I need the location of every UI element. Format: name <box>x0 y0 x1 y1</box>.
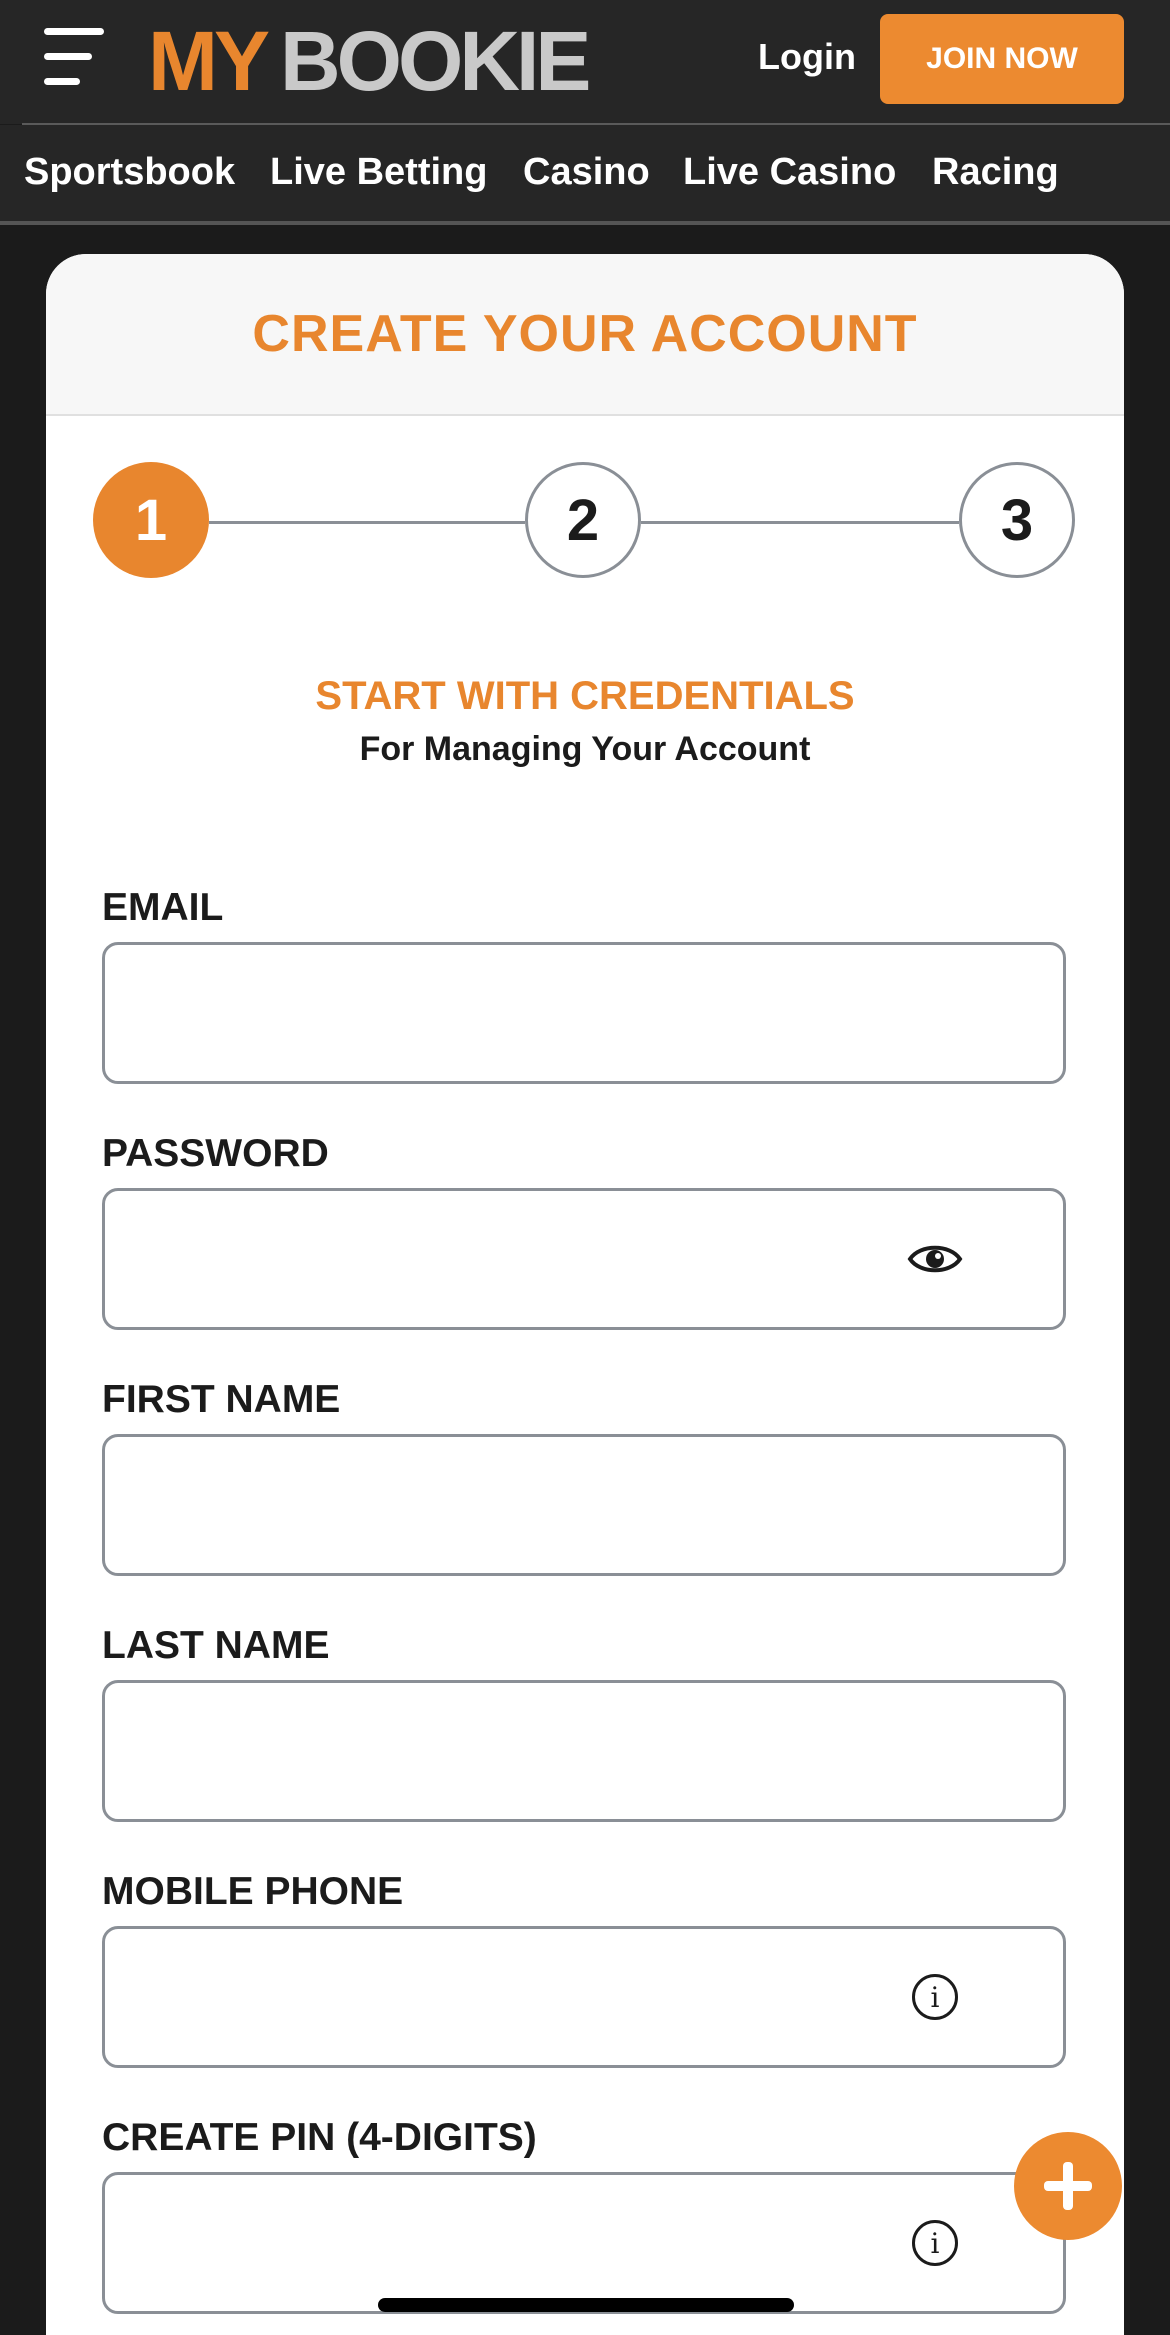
logo-my-text: MY <box>148 13 266 108</box>
step-2: 2 <box>525 462 641 578</box>
info-icon[interactable]: i <box>912 1974 958 2020</box>
top-header <box>0 0 1170 124</box>
stepper-line-1 <box>209 521 525 524</box>
email-input[interactable] <box>102 942 1066 1084</box>
hamburger-menu-icon[interactable] <box>44 28 106 86</box>
mybookie-logo[interactable] <box>148 13 588 108</box>
last-name-input[interactable] <box>102 1680 1066 1822</box>
nav-item-casino[interactable]: Casino <box>523 151 650 193</box>
step-1: 1 <box>93 462 209 578</box>
password-input[interactable] <box>102 1188 1066 1330</box>
main-nav <box>0 125 1170 225</box>
step-3: 3 <box>959 462 1075 578</box>
info-icon[interactable]: i <box>912 2220 958 2266</box>
mobile-phone-input[interactable] <box>102 1926 1066 2068</box>
mobile-phone-label: MOBILE PHONE <box>102 1870 404 1913</box>
card-header <box>46 254 1124 416</box>
eye-icon[interactable] <box>907 1239 963 1279</box>
section-title: START WITH CREDENTIALS <box>315 674 855 718</box>
plus-icon <box>1040 2158 1096 2214</box>
nav-item-sportsbook[interactable]: Sportsbook <box>24 151 236 193</box>
join-now-button[interactable]: JOIN NOW <box>880 14 1124 104</box>
home-indicator <box>378 2298 794 2312</box>
password-label: PASSWORD <box>102 1132 329 1175</box>
progress-stepper <box>93 462 1077 582</box>
create-pin-input[interactable] <box>102 2172 1066 2314</box>
first-name-label: FIRST NAME <box>102 1378 341 1421</box>
nav-item-live-betting[interactable]: Live Betting <box>270 151 488 193</box>
create-pin-label: CREATE PIN (4-DIGITS) <box>102 2116 537 2159</box>
last-name-label: LAST NAME <box>102 1624 330 1667</box>
signup-card <box>46 254 1124 2335</box>
stepper-line-2 <box>641 521 959 524</box>
first-name-input[interactable] <box>102 1434 1066 1576</box>
floating-add-button[interactable] <box>1014 2132 1122 2240</box>
section-subtitle: For Managing Your Account <box>359 730 811 768</box>
nav-item-racing[interactable]: Racing <box>932 151 1059 193</box>
logo-bookie-text: BOOKIE <box>280 13 588 108</box>
nav-item-live-casino[interactable]: Live Casino <box>683 151 897 193</box>
login-link[interactable]: Login <box>758 36 856 77</box>
page-title: CREATE YOUR ACCOUNT <box>252 305 918 363</box>
email-label: EMAIL <box>102 886 224 929</box>
